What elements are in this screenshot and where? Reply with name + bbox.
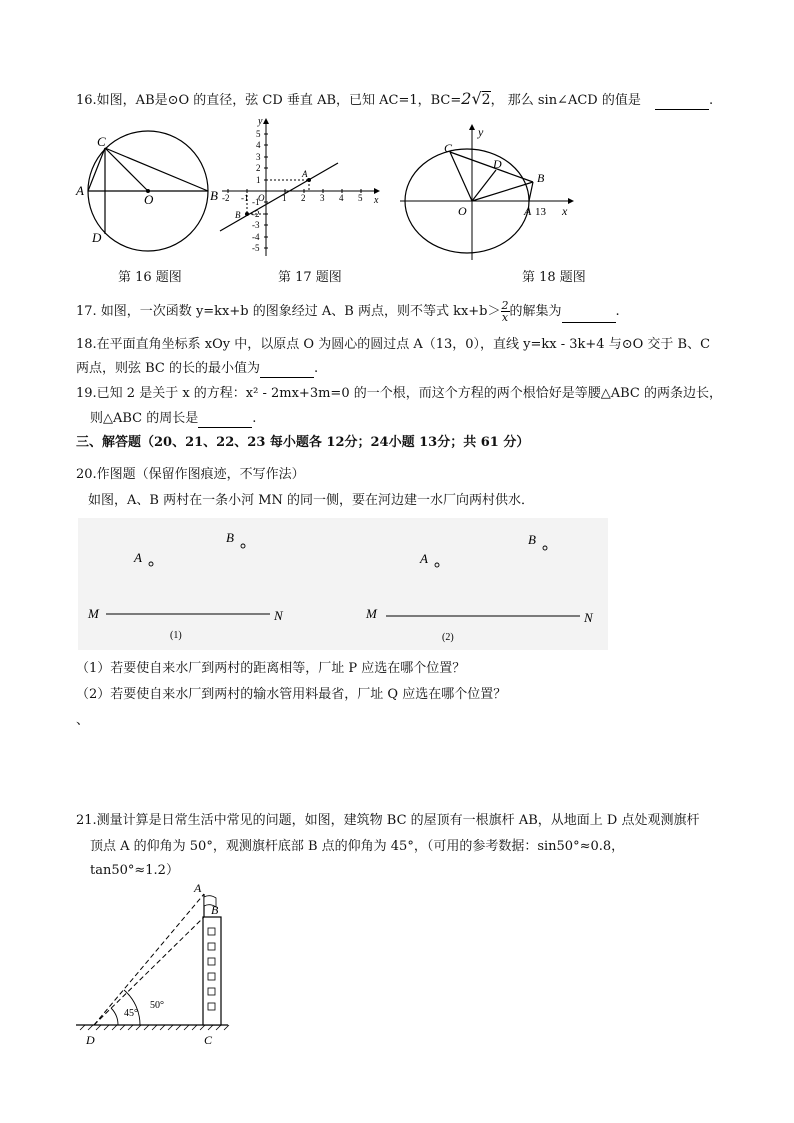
fig17-ytick: 2 [256, 163, 261, 173]
answer-blank-19[interactable] [198, 413, 252, 428]
fig16-label-b: B [210, 188, 218, 203]
fig17-ytick: 4 [256, 140, 261, 150]
fig17-label-o: O [258, 193, 265, 203]
q16-coefficient: 2 [461, 89, 472, 108]
fig20-p1-label-n: N [274, 608, 283, 623]
q16-text-b: ， 那么 sin∠ACD 的值是 [490, 93, 641, 108]
fig20-p1-label: (1) [170, 630, 182, 641]
fig17-xtick: 2 [301, 193, 306, 203]
fig16-label-a: A [76, 183, 84, 198]
fig16-label-o: O [144, 192, 154, 207]
fig17-xtick: -2 [222, 193, 230, 203]
fig20-p2-label: (2) [442, 632, 454, 643]
fig17-ytick: -5 [252, 243, 260, 253]
question-17: 17. 如图，一次函数 y=kx+b 的图象经过 A、B 两点，则不等式 kx+b＞ $\frac{2}{x}$ 的解集为 . [76, 299, 620, 324]
fig17-label-y: y [258, 116, 263, 127]
fig18-label-c: C [444, 141, 453, 155]
answer-blank-16[interactable] [655, 95, 709, 110]
q17-text-b: 的解集为 [509, 304, 562, 319]
fig21-label-d: D [86, 1033, 95, 1047]
caption-17: 第 17 题图 [278, 270, 342, 285]
fig17-ytick: -2 [252, 209, 260, 219]
caption-16: 第 16 题图 [118, 270, 182, 285]
fig18-label-13: 13 [535, 206, 546, 218]
figure-18 [400, 120, 582, 262]
fig20-p2-label-n: N [584, 610, 593, 625]
fig17-xtick: 4 [339, 193, 344, 203]
fig20-p1-label-m: M [88, 606, 99, 621]
answer-blank-17[interactable] [562, 308, 616, 323]
fig18-label-o: O [458, 204, 467, 218]
question-19-line2: 则△ABC 的周长是 . [90, 411, 257, 426]
question-20-sub1: （1）若要使自来水厂到两村的距离相等，厂址 P 应选在哪个位置？ [76, 661, 466, 676]
sqrt-symbol: √ [471, 89, 482, 108]
question-20-desc: 如图，A、B 两村在一条小河 MN 的同一侧，要在河边建一水厂向两村供水． [88, 493, 535, 508]
fig20-p2-label-a: A [420, 551, 428, 566]
fig17-xtick: 5 [358, 193, 363, 203]
fig21-angle-45: 45° [124, 1008, 138, 1019]
figure-21 [76, 880, 246, 1050]
fig20-p2-label-m: M [366, 606, 377, 621]
fig18-label-d: D [493, 157, 502, 171]
fig17-ytick: 3 [256, 152, 261, 162]
q17-text-a: 17. 如图，一次函数 y=kx+b 的图象经过 A、B 两点，则不等式 kx+b＞ [76, 304, 501, 319]
question-21-line1: 21.测量计算是日常生活中常见的问题，如图，建筑物 BC 的屋顶有一根旗杆 AB，从地面上 D 点处观测旗杆 [76, 813, 700, 828]
fig17-label-x: x [374, 195, 379, 206]
figure-20 [78, 518, 608, 650]
fig17-xtick: 1 [282, 193, 287, 203]
fig17-ytick: -3 [252, 220, 260, 230]
question-20-title: 20.作图题（保留作图痕迹，不写作法） [76, 467, 305, 482]
fig17-label-b: B [235, 210, 241, 220]
question-21-line2: 顶点 A 的仰角为 50°，观测旗杆底部 B 点的仰角为 45°，（可用的参考数据：sin50°≈0.8， [90, 839, 625, 854]
fig17-xtick: -1 [241, 193, 249, 203]
fig17-ytick: -1 [252, 197, 260, 207]
fig20-p2-label-b: B [528, 532, 536, 547]
question-18-line1: 18.在平面直角坐标系 xOy 中，以原点 O 为圆心的圆过点 A（13，0），直线 y=kx - 3k+4 与⊙O 交于 B、C [76, 337, 711, 352]
answer-blank-18[interactable] [260, 363, 314, 378]
fig18-label-a: A [524, 204, 532, 218]
fig16-label-c: C [97, 134, 106, 149]
question-16: 16.如图，AB是⊙O 的直径，弦 CD 垂直 AB，已知 AC=1，BC=2√2， 那么 sin∠ACD 的值是 . [76, 89, 714, 108]
fig16-label-d: D [92, 230, 102, 245]
question-19-line1: 19.已知 2 是关于 x 的方程：x² - 2mx+3m=0 的一个根，而这个方程的两个根恰好是等腰△ABC 的两条边长， [76, 386, 722, 401]
fig21-label-b: B [211, 903, 219, 917]
q16-text-a: 16.如图，AB是⊙O 的直径，弦 CD 垂直 AB，已知 AC=1，BC= [76, 93, 462, 108]
fig20-p1-label-a: A [134, 550, 142, 565]
q16-radicand: 2 [481, 92, 491, 108]
section-heading-3: 三、解答题（20、21、22、23 每小题各 12分；24小题 13分；共 61 分） [76, 435, 530, 450]
fig18-label-b: B [537, 171, 545, 185]
question-18-line2: 两点，则弦 BC 的长的最小值为 . [76, 361, 319, 376]
fig18-label-y: y [478, 125, 484, 139]
fig17-ytick: 1 [256, 175, 261, 185]
figure-17 [218, 114, 388, 260]
fig21-angle-50: 50° [150, 1000, 164, 1011]
question-21-line3: tan50°≈1.2） [90, 863, 179, 878]
fig17-label-a: A [302, 169, 308, 179]
fig21-label-a: A [194, 881, 202, 895]
fig17-ytick: -4 [252, 232, 260, 242]
figure-16 [70, 122, 220, 262]
fig17-ytick: 5 [256, 129, 261, 139]
stray-mark: 、 [76, 713, 90, 728]
fig21-label-c: C [204, 1033, 213, 1047]
fraction-2-over-x: $\frac{2}{x}$ [501, 299, 509, 324]
fig18-label-x: x [562, 204, 568, 218]
question-20-sub2: （2）若要使自来水厂到两村的输水管用料最省，厂址 Q 应选在哪个位置？ [76, 687, 507, 702]
fig17-xtick: 3 [320, 193, 325, 203]
fig20-p1-label-b: B [226, 530, 234, 545]
caption-18: 第 18 题图 [522, 270, 586, 285]
